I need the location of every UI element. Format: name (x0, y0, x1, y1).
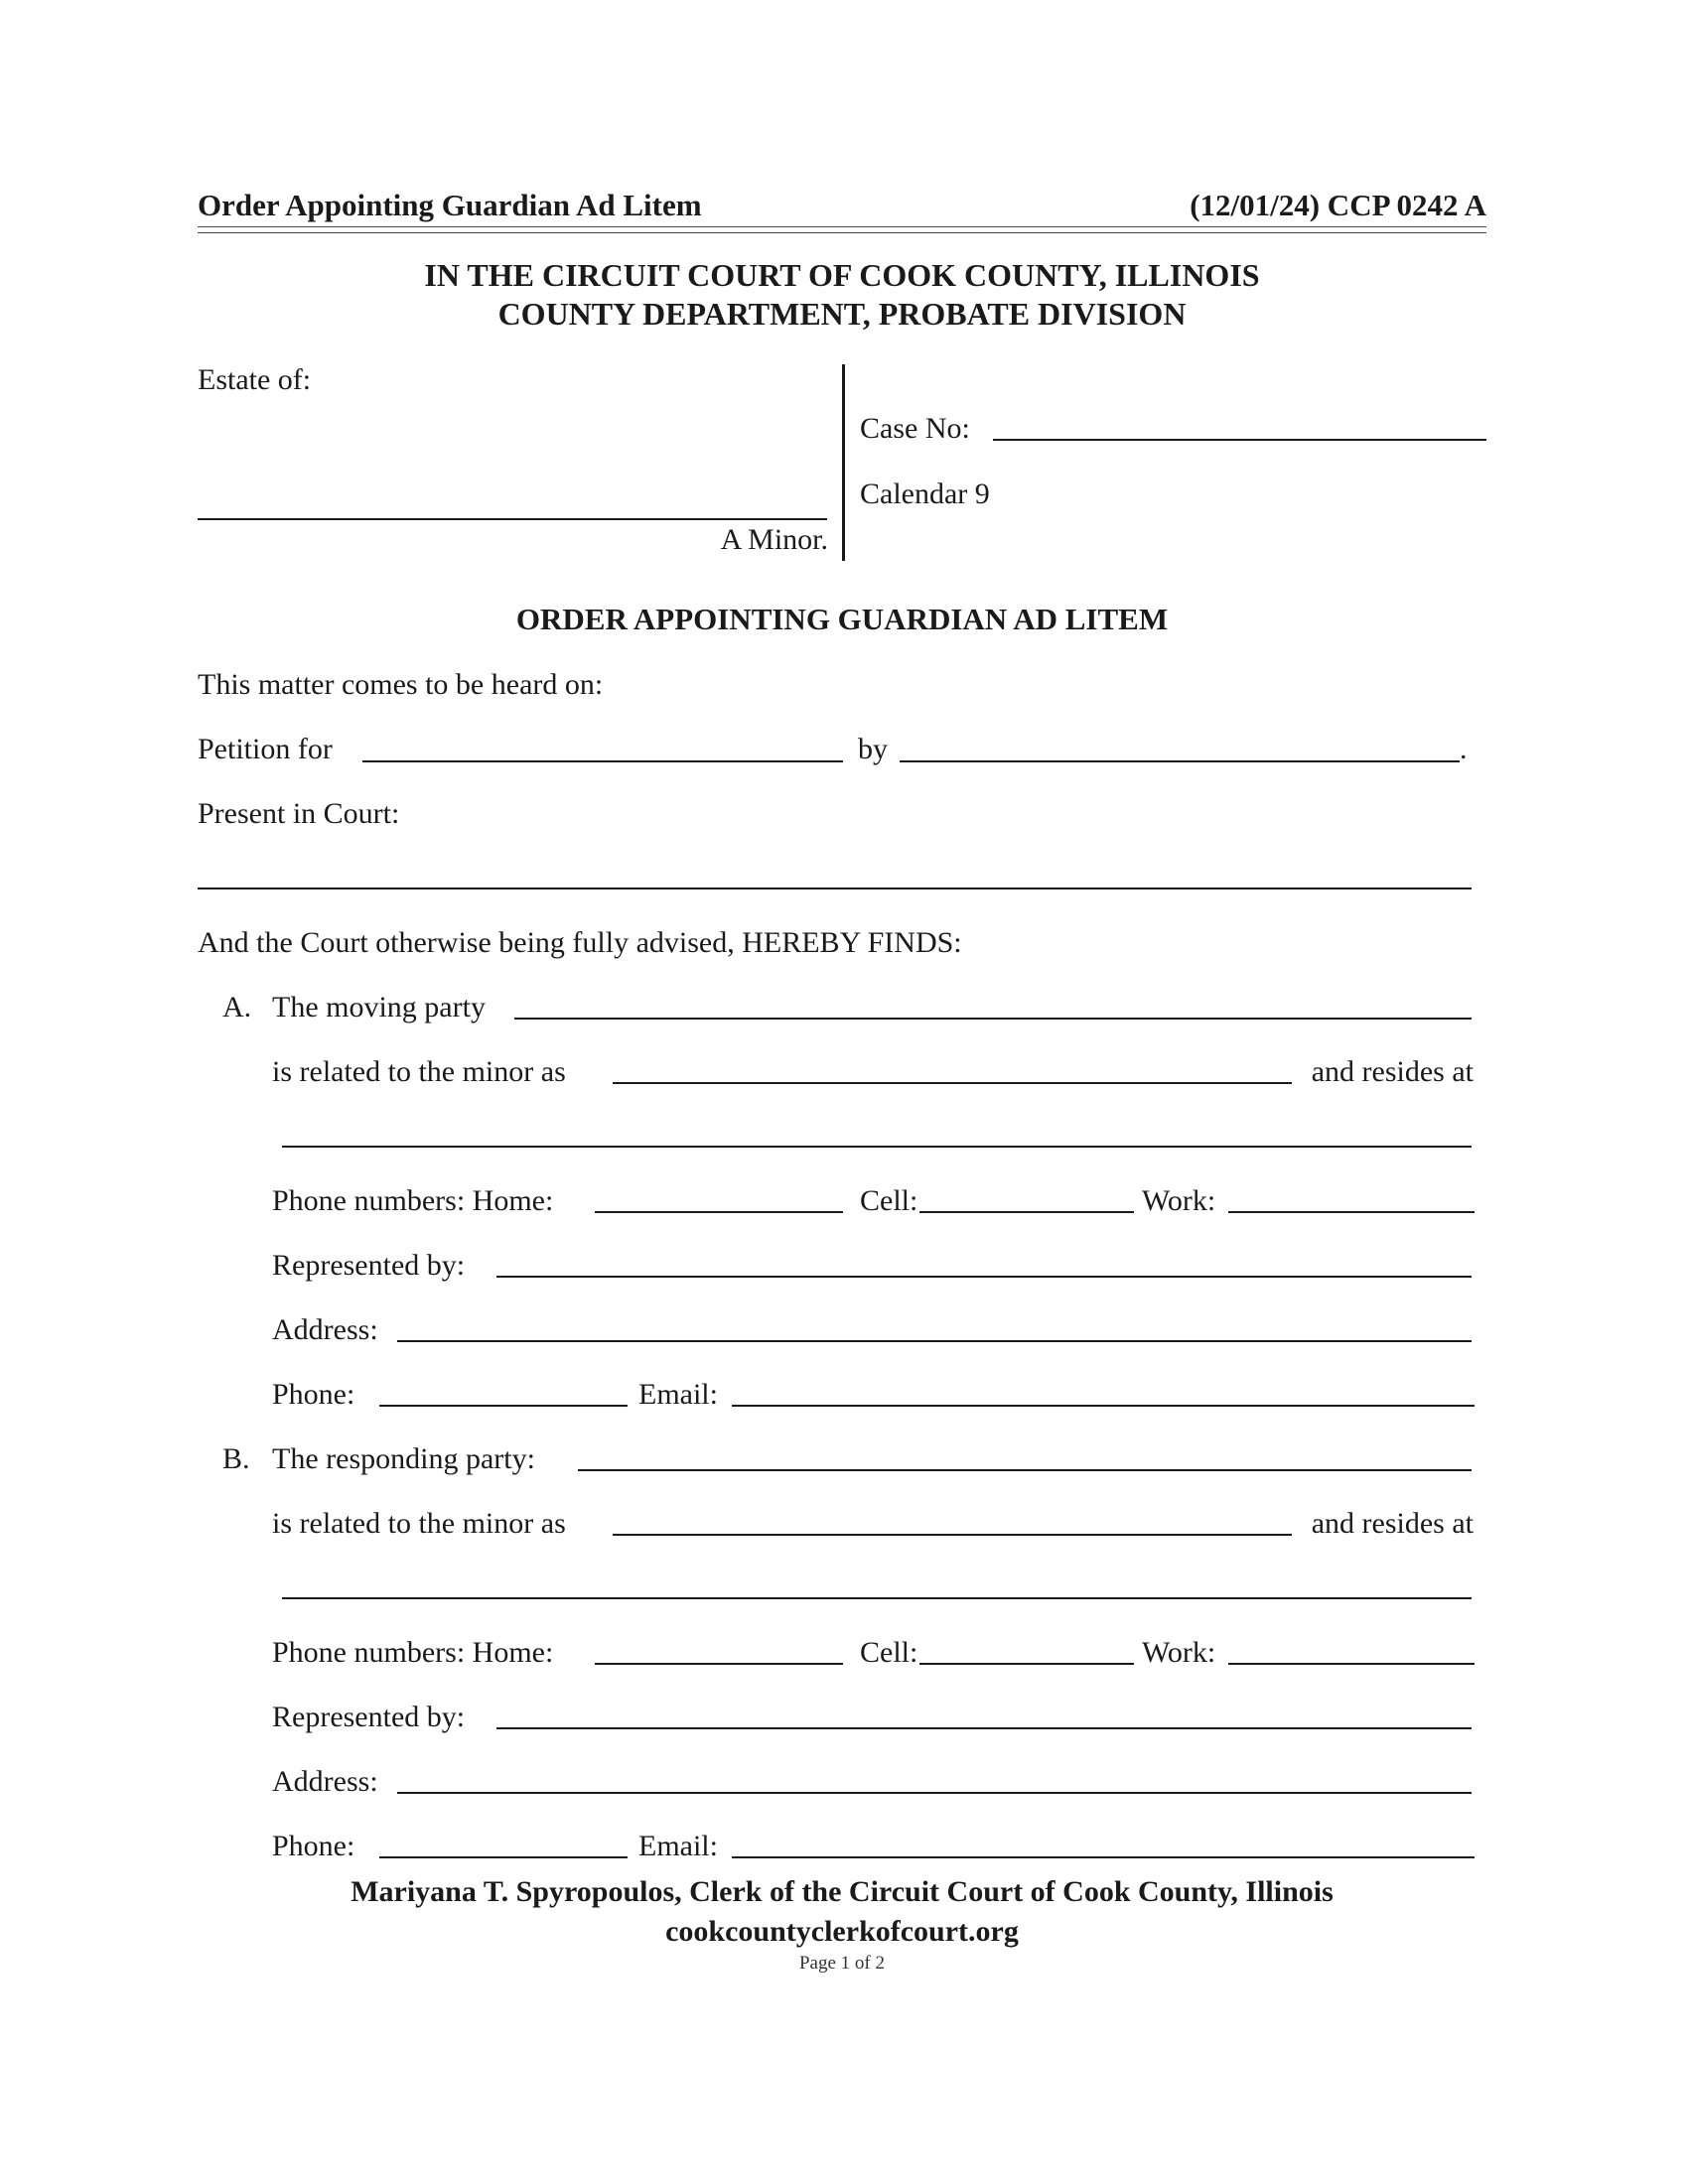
form-code: (12/01/24) CCP 0242 A (1190, 188, 1486, 222)
period: . (1460, 733, 1468, 765)
court-name-line1: IN THE CIRCUIT COURT OF COOK COUNTY, ILLINOIS (424, 257, 1260, 293)
moving-related-label: is related to the minor as (272, 1055, 566, 1088)
moving-phone-home-label: Phone numbers: Home: (272, 1184, 554, 1217)
present-in-court-label: Present in Court: (198, 797, 400, 830)
by-label: by (858, 733, 888, 765)
findings-text: And the Court otherwise being fully advised, HEREBY FINDS: (198, 926, 962, 959)
estate-of-label: Estate of: (198, 363, 312, 396)
responding-resides-label: and resides at (1311, 1507, 1474, 1540)
responding-phone-field[interactable] (379, 1856, 628, 1858)
estate-name-field[interactable] (198, 518, 827, 520)
moving-phone-field[interactable] (379, 1405, 628, 1407)
responding-party-field[interactable] (578, 1469, 1472, 1471)
moving-party-label: The moving party (272, 991, 486, 1024)
petition-for-label: Petition for (198, 733, 333, 765)
responding-phone-label: Phone: (272, 1830, 355, 1862)
page-number: Page 1 of 2 (798, 1953, 885, 1974)
responding-related-label: is related to the minor as (272, 1507, 566, 1540)
case-no-label: Case No: (860, 412, 970, 445)
moving-represented-field[interactable] (496, 1276, 1472, 1278)
responding-address-label: Address: (272, 1765, 378, 1798)
caption-divider (842, 364, 845, 561)
petitioner-field[interactable] (900, 760, 1460, 762)
moving-phone-label: Phone: (272, 1378, 355, 1411)
responding-cell-label: Cell: (860, 1636, 918, 1669)
moving-address-label: Address: (272, 1313, 378, 1346)
moving-represented-label: Represented by: (272, 1249, 466, 1282)
minor-label: A Minor. (720, 523, 828, 556)
moving-work-field[interactable] (1228, 1211, 1475, 1213)
responding-phone-home-label: Phone numbers: Home: (272, 1636, 554, 1669)
responding-email-field[interactable] (732, 1856, 1475, 1858)
court-name-line2: COUNTY DEPARTMENT, PROBATE DIVISION (497, 296, 1187, 332)
header-rule-top (198, 226, 1486, 227)
moving-relation-field[interactable] (613, 1082, 1292, 1084)
moving-residence-field[interactable] (282, 1146, 1472, 1148)
responding-work-label: Work: (1142, 1636, 1216, 1669)
heard-on-text: This matter comes to be heard on: (198, 668, 604, 701)
responding-represented-label: Represented by: (272, 1701, 466, 1733)
clerk-website[interactable]: cookcountyclerkofcourt.org (665, 1915, 1019, 1948)
case-no-field[interactable] (993, 439, 1486, 441)
moving-work-label: Work: (1142, 1184, 1216, 1217)
order-title: ORDER APPOINTING GUARDIAN AD LITEM (515, 602, 1169, 636)
clerk-name: Mariyana T. Spyropoulos, Clerk of the Circuit Court of Cook County, Illinois (351, 1875, 1334, 1908)
moving-email-field[interactable] (732, 1405, 1475, 1407)
responding-work-field[interactable] (1228, 1663, 1475, 1665)
responding-party-label: The responding party: (272, 1442, 535, 1475)
moving-cell-label: Cell: (860, 1184, 918, 1217)
responding-phone-home-field[interactable] (595, 1663, 843, 1665)
moving-address-field[interactable] (397, 1340, 1472, 1342)
responding-residence-field[interactable] (282, 1597, 1472, 1599)
present-in-court-field[interactable] (198, 887, 1472, 889)
form-title: Order Appointing Guardian Ad Litem (198, 188, 702, 222)
section-b-letter: B. (222, 1442, 250, 1475)
responding-represented-field[interactable] (496, 1727, 1472, 1729)
responding-email-label: Email: (638, 1830, 718, 1862)
moving-email-label: Email: (638, 1378, 718, 1411)
petition-for-field[interactable] (362, 760, 843, 762)
responding-relation-field[interactable] (613, 1534, 1292, 1536)
moving-phone-home-field[interactable] (595, 1211, 843, 1213)
header-rule-bottom (198, 232, 1486, 233)
section-a-letter: A. (222, 991, 252, 1024)
responding-cell-field[interactable] (919, 1663, 1134, 1665)
moving-cell-field[interactable] (919, 1211, 1134, 1213)
moving-resides-label: and resides at (1311, 1055, 1474, 1088)
calendar-label: Calendar 9 (860, 478, 990, 510)
responding-address-field[interactable] (397, 1792, 1472, 1794)
moving-party-field[interactable] (514, 1018, 1472, 1020)
